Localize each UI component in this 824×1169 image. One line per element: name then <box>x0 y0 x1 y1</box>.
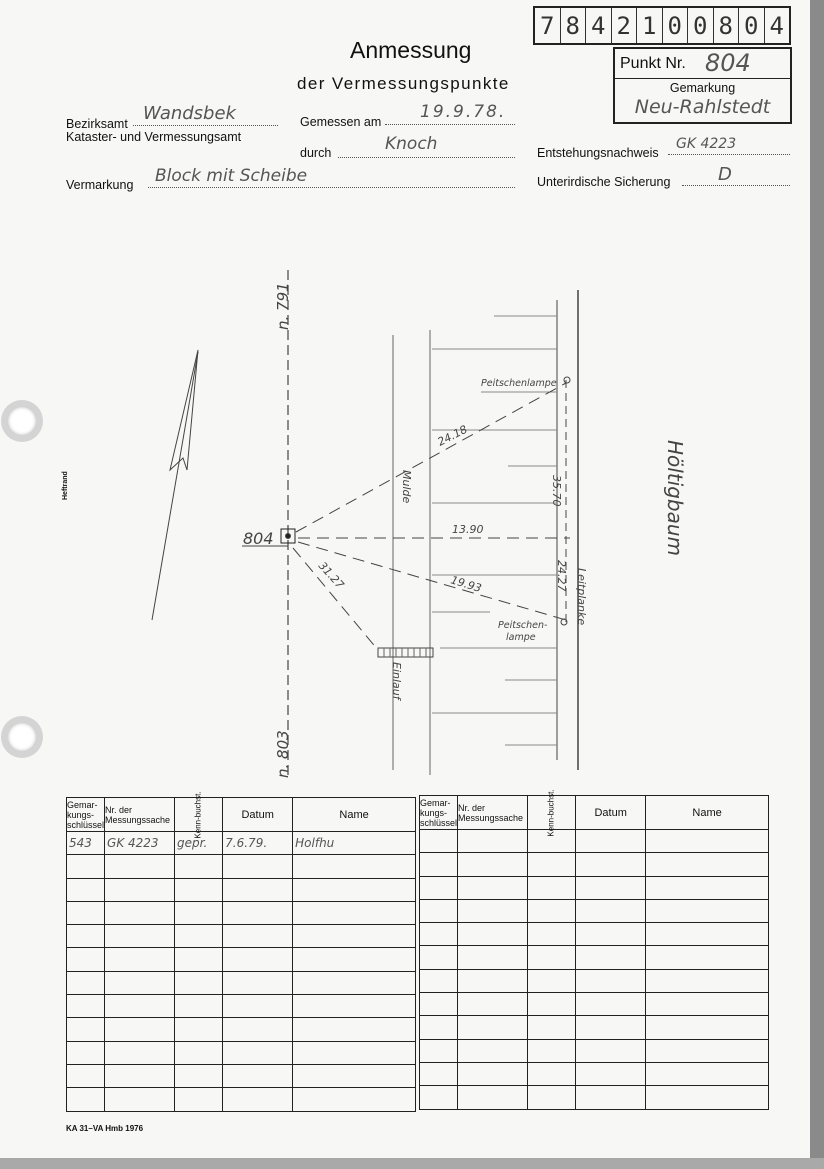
table-cell <box>223 1064 293 1087</box>
header-datum: Datum <box>576 796 646 830</box>
table-cell <box>458 830 528 853</box>
table-row <box>67 855 416 878</box>
table-cell <box>646 1016 769 1039</box>
header-gemarkung: Gemar-kungs-schlüssel <box>420 797 458 828</box>
table-cell <box>293 901 416 924</box>
id-digit: 4 <box>769 11 784 40</box>
table-cell <box>175 878 223 901</box>
label-point-804: 804 <box>243 529 274 548</box>
table-cell <box>67 878 105 901</box>
label-mulde: Mulde <box>400 470 413 504</box>
table-cell <box>67 1041 105 1064</box>
table-cell <box>576 899 646 922</box>
table-cell <box>420 830 458 853</box>
table-cell <box>420 946 458 969</box>
table-cell <box>458 899 528 922</box>
table-cell <box>105 1088 175 1111</box>
table-cell <box>458 946 528 969</box>
label-lamp2-a: Peitschen- <box>498 620 548 631</box>
table-row <box>420 899 769 922</box>
table-cell <box>293 1041 416 1064</box>
id-digit: 8 <box>714 8 740 43</box>
gemarkung-label: Gemarkung <box>669 81 736 95</box>
einlauf-marker <box>378 648 433 657</box>
table-row <box>67 878 416 901</box>
table-cell <box>528 946 576 969</box>
table-cell <box>576 923 646 946</box>
table-cell <box>576 1062 646 1085</box>
table-cell <box>576 946 646 969</box>
dist-24-27: 24.27 <box>555 560 568 592</box>
table-cell <box>576 993 646 1016</box>
table-cell <box>67 901 105 924</box>
table-cell <box>420 1016 458 1039</box>
dist-31-27: 31.27 <box>315 559 347 592</box>
measure-line-einlauf <box>293 548 378 650</box>
dist-13-90: 13.90 <box>452 523 484 536</box>
table-cell <box>67 995 105 1018</box>
table-cell <box>420 1039 458 1062</box>
table-cell <box>646 923 769 946</box>
table-cell <box>67 1064 105 1087</box>
table-cell <box>420 969 458 992</box>
table-cell <box>528 853 576 876</box>
table-row <box>420 1016 769 1039</box>
north-arrow-head <box>170 350 198 470</box>
table-cell <box>646 830 769 853</box>
table-cell <box>646 853 769 876</box>
table-cell <box>528 876 576 899</box>
table-cell: gepr. <box>175 832 223 855</box>
table-row <box>420 1086 769 1109</box>
table-cell <box>420 876 458 899</box>
id-digit: 1 <box>637 8 663 43</box>
unterirdisch-label: Unterirdische Sicherung <box>537 175 671 189</box>
table-cell <box>293 995 416 1018</box>
table-cell <box>528 923 576 946</box>
table-cell <box>458 1062 528 1085</box>
header-name: Name <box>646 796 769 830</box>
einlauf-hatch <box>384 648 426 657</box>
id-digit: 2 <box>612 8 638 43</box>
table-cell <box>67 971 105 994</box>
scan-edge-right <box>810 0 824 1169</box>
entstehung-value: GK 4223 <box>676 136 737 152</box>
table-cell <box>420 1062 458 1085</box>
id-digit: 7 <box>535 8 561 43</box>
table-cell <box>223 925 293 948</box>
table-row <box>420 969 769 992</box>
table-cell <box>576 1086 646 1109</box>
table-row <box>67 995 416 1018</box>
records-table-left <box>66 791 416 1112</box>
table-row <box>420 876 769 899</box>
table-cell <box>175 925 223 948</box>
table-cell: 7.6.79. <box>223 832 293 855</box>
id-digit: 0 <box>739 8 765 43</box>
header-nr: Nr. der Messungssache <box>105 798 175 832</box>
table-cell <box>646 1086 769 1109</box>
table-cell <box>293 971 416 994</box>
table-cell <box>646 969 769 992</box>
unterirdisch-value: D <box>718 164 732 185</box>
label-leitplanke: Leitplanke <box>575 568 588 626</box>
table-cell <box>576 876 646 899</box>
table-cell <box>576 1039 646 1062</box>
table-cell <box>223 1088 293 1111</box>
dist-35-70: 35.70 <box>550 475 563 507</box>
table-row <box>67 925 416 948</box>
table-cell <box>420 993 458 1016</box>
table-cell <box>175 1088 223 1111</box>
table-cell <box>293 855 416 878</box>
table-cell <box>223 1041 293 1064</box>
table-cell <box>458 876 528 899</box>
header-kenn: Kenn-buchst. <box>528 796 576 830</box>
label-point-top: n. 791 <box>274 282 292 330</box>
form-footer: KA 31–VA Hmb 1976 <box>66 1124 144 1133</box>
table-cell <box>223 995 293 1018</box>
gemessen-label: Gemessen am <box>300 115 382 129</box>
dist-19-93: 19.93 <box>449 573 484 596</box>
table-cell <box>175 1018 223 1041</box>
table-cell <box>458 1039 528 1062</box>
punkt-label: Punkt Nr. <box>620 55 686 72</box>
table-row <box>67 1018 416 1041</box>
table-cell <box>420 853 458 876</box>
table-cell <box>528 969 576 992</box>
table-cell <box>646 1039 769 1062</box>
records-table-right <box>419 789 769 1110</box>
table-cell <box>576 853 646 876</box>
table-row <box>420 946 769 969</box>
id-digit: 0 <box>663 8 689 43</box>
table-cell <box>528 1016 576 1039</box>
table-cell <box>576 1016 646 1039</box>
table-row <box>67 901 416 924</box>
label-lamp2-b: lampe <box>506 632 536 643</box>
table-cell <box>223 1018 293 1041</box>
vermarkung-label: Vermarkung <box>66 178 134 192</box>
table-cell <box>528 1062 576 1085</box>
table-row <box>67 971 416 994</box>
table-row <box>420 993 769 1016</box>
table-cell <box>458 923 528 946</box>
table-cell <box>420 899 458 922</box>
lamp1-marker <box>564 377 570 383</box>
header-datum: Datum <box>223 798 293 832</box>
label-point-bottom: n. 803 <box>274 730 292 778</box>
entstehung-label: Entstehungsnachweis <box>537 146 659 160</box>
punkt-value: 804 <box>705 49 751 77</box>
label-street: Höltigbaum <box>663 440 687 557</box>
table-row <box>67 948 416 971</box>
table-cell <box>458 993 528 1016</box>
table-cell <box>67 925 105 948</box>
table-cell <box>67 948 105 971</box>
point-804-center <box>286 534 291 539</box>
table-cell: 543 <box>67 832 105 855</box>
table-cell <box>528 1086 576 1109</box>
table-cell <box>528 1039 576 1062</box>
table-row <box>67 832 416 855</box>
table-cell <box>223 971 293 994</box>
dist-24-18: 24.18 <box>435 422 470 449</box>
table-cell <box>105 1041 175 1064</box>
scan-edge-bottom <box>0 1158 824 1169</box>
table-row <box>420 853 769 876</box>
table-cell: GK 4223 <box>105 832 175 855</box>
table-cell <box>105 948 175 971</box>
table-row <box>67 1088 416 1111</box>
table-cell <box>175 1064 223 1087</box>
table-row <box>67 1041 416 1064</box>
table-cell <box>293 1088 416 1111</box>
table-row <box>67 1064 416 1087</box>
table-cell <box>175 948 223 971</box>
table-cell <box>67 1018 105 1041</box>
header-gemarkung: Gemar-kungs-schlüssel <box>67 799 105 830</box>
table-cell <box>105 901 175 924</box>
table-cell <box>175 855 223 878</box>
table-cell <box>293 925 416 948</box>
durch-value: Knoch <box>385 134 438 154</box>
table-cell <box>646 876 769 899</box>
table-cell <box>105 971 175 994</box>
measure-line-lamp1 <box>296 383 566 532</box>
table-cell <box>528 993 576 1016</box>
table-row <box>420 923 769 946</box>
table-row <box>420 1039 769 1062</box>
table-cell <box>420 923 458 946</box>
header-nr: Nr. der Messungssache <box>458 796 528 830</box>
label-lamp1: Peitschenlampe <box>481 378 557 389</box>
table-cell <box>646 1062 769 1085</box>
table-cell <box>105 878 175 901</box>
table-cell <box>293 948 416 971</box>
table-cell <box>105 995 175 1018</box>
table-cell <box>528 899 576 922</box>
durch-label: durch <box>300 146 332 160</box>
table-cell <box>67 1088 105 1111</box>
table-cell <box>576 830 646 853</box>
table-cell <box>175 901 223 924</box>
table-cell <box>105 1064 175 1087</box>
table-cell <box>105 925 175 948</box>
gemessen-value: 19.9.78. <box>420 102 507 122</box>
bezirksamt-value: Wandsbek <box>143 103 236 124</box>
id-digit: 8 <box>561 8 587 43</box>
table-cell <box>293 878 416 901</box>
table-cell <box>175 995 223 1018</box>
heftrand-label: Heftrand <box>62 471 69 500</box>
page-title: Anmessung <box>350 37 472 63</box>
table-cell <box>420 1086 458 1109</box>
kataster-label: Kataster- und Vermessungsamt <box>66 130 242 144</box>
table-cell <box>458 1086 528 1109</box>
id-digit: 4 <box>586 8 612 43</box>
table-row <box>420 1062 769 1085</box>
header-kenn: Kenn-buchst. <box>175 798 223 832</box>
table-cell <box>105 1018 175 1041</box>
bezirksamt-label: Bezirksamt <box>66 117 128 131</box>
table-cell <box>223 855 293 878</box>
gemarkung-value: Neu-Rahlstedt <box>634 96 771 118</box>
header-name: Name <box>293 798 416 832</box>
table-cell <box>223 948 293 971</box>
vermarkung-value: Block mit Scheibe <box>155 166 308 186</box>
table-cell <box>458 1016 528 1039</box>
table-cell <box>223 901 293 924</box>
north-arrow-shaft <box>152 352 198 620</box>
table-cell: Holfhu <box>293 832 416 855</box>
table-cell <box>576 969 646 992</box>
table-cell <box>458 969 528 992</box>
table-cell <box>175 1041 223 1064</box>
label-einlauf: Einlauf <box>390 662 403 700</box>
table-cell <box>646 899 769 922</box>
page-subtitle: der Vermessungspunkte <box>297 74 510 93</box>
table-row <box>420 830 769 853</box>
table-cell <box>293 1064 416 1087</box>
table-cell <box>105 855 175 878</box>
table-cell <box>293 1018 416 1041</box>
table-cell <box>458 853 528 876</box>
id-digit: 0 <box>688 8 714 43</box>
table-cell <box>67 855 105 878</box>
table-cell <box>646 993 769 1016</box>
table-cell <box>175 971 223 994</box>
table-cell <box>646 946 769 969</box>
table-cell <box>223 878 293 901</box>
